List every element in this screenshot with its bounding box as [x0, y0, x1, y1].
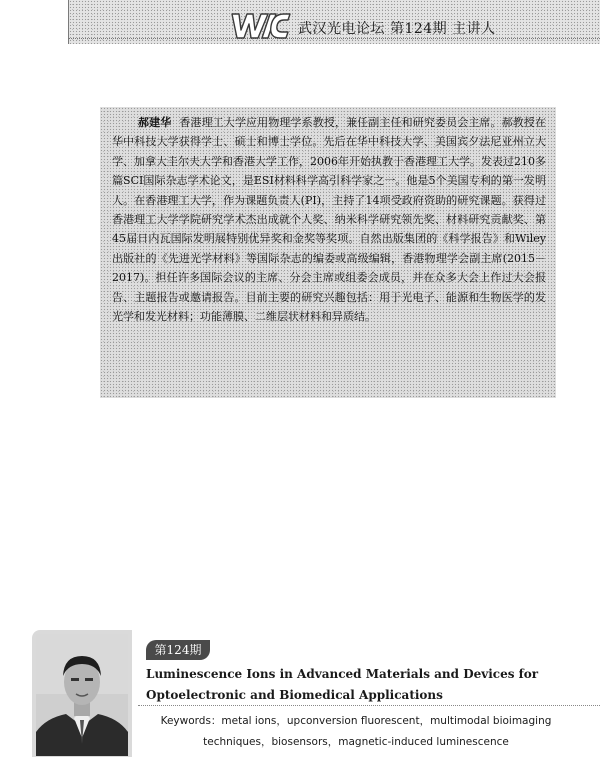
speaker-photo — [36, 634, 128, 756]
talk-title: Luminescence Ions in Advanced Materials and Devices for Optoelectronic and Biomedical Applications — [146, 667, 539, 702]
bio-box — [100, 107, 556, 398]
speaker-portrait-image — [36, 634, 128, 756]
forum-logo — [228, 10, 294, 42]
keywords-text: metal ions，upconversion fluorescent，multimodal bioimaging techniques，biosensors，magnetic-induced luminescence — [203, 715, 552, 748]
keywords-divider — [138, 705, 600, 706]
keywords-line — [146, 711, 566, 753]
bio-text: 香港理工大学应用物理学系教授，兼任副主任和研究委员会主席。郝教授在华中科技大学获得学士、硕士和博士学位。先后在华中科技大学、美国宾夕法尼亚州立大学、加拿大圭尔夫大学和香港大学工作，2006年开始执教于香港理工大学。发表过210多篇SCI国际杂志学术论文，是ESI材料科学高引科学家之一。他是5个美国专利的第一发明人。在香港理工大学，作为课题负责人(PI)，主持了14项受政府资助的研究课题。获得过香港理工大学学院研究学术杰出成就个人奖、纳米科学研究领先奖、材料研究贡献奖、第45届日内瓦国际发明展特别优异奖和金奖等奖项。自然出版集团的《科学报告》和Wiley出版社的《先进光学材料》等国际杂志的编委或高级编辑，香港物理学会副主席(2015－2017)。担任许多国际会议的主席、分会主席或组委会成员，并在众多大会上作过大会报告、主题报告或邀请报告。目前主要的研究兴趣包括：用于光电子、能源和生物医学的发光学和发光材料；功能薄膜、二维层状材料和异质结。 — [112, 116, 546, 324]
header-divider — [68, 38, 600, 39]
bio-paragraph — [112, 113, 546, 326]
header-title: 武汉光电论坛 第124期 主讲人 — [298, 21, 496, 37]
keywords-label: Keywords： — [160, 715, 222, 727]
speaker-name: 郝建华 — [138, 116, 172, 129]
issue-badge: 第124期 — [146, 640, 210, 660]
